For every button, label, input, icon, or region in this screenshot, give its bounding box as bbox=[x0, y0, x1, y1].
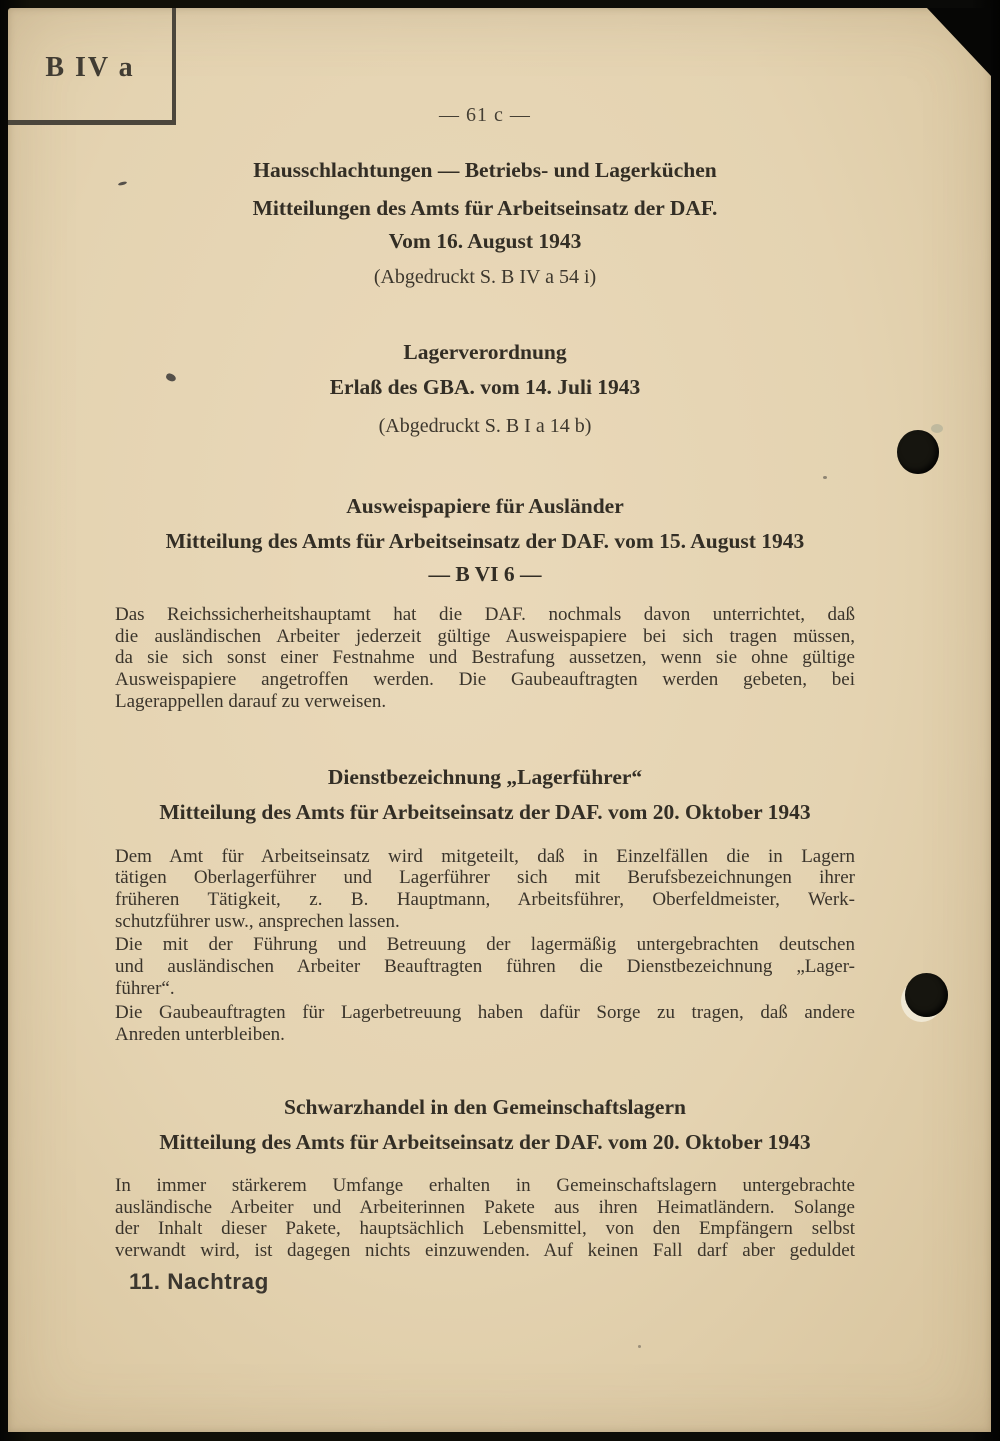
section-title: Ausweispapiere für Ausländer bbox=[346, 494, 624, 518]
document-content bbox=[115, 8, 855, 1295]
paragraph-line: ausländische Arbeiter und Arbeiterinnen Pakete aus ihren Heimatländern. Solange bbox=[115, 1196, 855, 1218]
section-reference: — B VI 6 — bbox=[428, 562, 542, 586]
supplement-footer: 11. Nachtrag bbox=[129, 1268, 269, 1294]
paragraph bbox=[115, 1002, 855, 1045]
section-source: Mitteilungen des Amts für Arbeitseinsatz der DAF. bbox=[252, 196, 718, 220]
section-date: Vom 16. August 1943 bbox=[388, 229, 582, 253]
section-source: Erlaß des GBA. vom 14. Juli 1943 bbox=[329, 375, 641, 399]
ink-speck bbox=[823, 476, 827, 479]
section-hausschlachtungen bbox=[115, 158, 855, 289]
document-page bbox=[8, 8, 991, 1432]
paragraph-line: Die Gaubeauftragten für Lagerbetreuung haben dafür Sorge zu tragen, daß andere bbox=[115, 1002, 855, 1024]
section-lagerverordnung bbox=[115, 340, 855, 438]
paragraph-line: Die mit der Führung und Betreuung der lagermäßig untergebrachten deutschen bbox=[115, 934, 855, 956]
punch-hole bbox=[905, 973, 948, 1017]
paragraph-line: die ausländischen Arbeiter jederzeit gültige Ausweispapiere bei sich tragen müssen, bbox=[115, 625, 855, 647]
punch-hole bbox=[897, 430, 939, 474]
torn-corner bbox=[927, 8, 991, 76]
page-number: — 61 c — bbox=[439, 104, 531, 126]
paragraph-line: tätigen Oberlagerführer und Lagerführer sich mit Berufsbezeichnungen ihrer bbox=[115, 867, 855, 889]
section-ausweispapiere bbox=[115, 494, 855, 713]
section-source: Mitteilung des Amts für Arbeitseinsatz der DAF. vom 20. Oktober 1943 bbox=[159, 1129, 811, 1154]
section-note: (Abgedruckt S. B IV a 54 i) bbox=[373, 266, 597, 288]
paragraph-line: schutzführer usw., ansprechen lassen. bbox=[115, 910, 400, 932]
paragraph-line: In immer stärkerem Umfange erhalten in Gemeinschaftslagern untergebrachte bbox=[115, 1174, 855, 1196]
paragraph-line: Lagerappellen darauf zu verweisen. bbox=[115, 690, 387, 712]
paragraph bbox=[115, 934, 855, 999]
paragraph-line: Ausweispapiere angetroffen werden. Die Gaubeauftragten werden gebeten, bei bbox=[115, 669, 855, 691]
section-title: Lagerverordnung bbox=[403, 340, 567, 364]
ink-speck bbox=[638, 1345, 641, 1348]
section-title: Hausschlachtungen — Betriebs- und Lagerküchen bbox=[253, 158, 717, 182]
paragraph-line: der Inhalt dieser Pakete, hauptsächlich Lebensmittel, von den Empfängern selbst bbox=[115, 1218, 855, 1240]
section-source: Mitteilung des Amts für Arbeitseinsatz der DAF. vom 15. August 1943 bbox=[165, 529, 805, 553]
section-title: Dienstbezeichnung „Lagerführer“ bbox=[327, 764, 643, 789]
paragraph-line: Dem Amt für Arbeitseinsatz wird mitgeteilt, daß in Einzelfällen die in Lagern bbox=[115, 845, 855, 867]
paragraph bbox=[115, 1175, 855, 1262]
paragraph-line: früheren Tätigkeit, z. B. Hauptmann, Arbeitsführer, Oberfeldmeister, Werk- bbox=[115, 888, 855, 910]
paragraph-line: verwandt wird, ist dagegen nichts einzuwenden. Auf keinen Fall darf aber geduldet bbox=[115, 1239, 855, 1261]
section-title: Schwarzhandel in den Gemeinschaftslagern bbox=[284, 1094, 686, 1119]
section-dienstbezeichnung bbox=[115, 765, 855, 1046]
classification-label: B IV a bbox=[45, 52, 135, 83]
paragraph-line: Das Reichssicherheitshauptamt hat die DAF. nochmals davon unterrichtet, daß bbox=[115, 604, 855, 625]
paragraph-line: Anreden unterbleiben. bbox=[115, 1024, 285, 1046]
paragraph-line: führer“. bbox=[115, 977, 175, 999]
paragraph bbox=[115, 604, 855, 713]
section-note: (Abgedruckt S. B I a 14 b) bbox=[378, 415, 592, 437]
paragraph bbox=[115, 846, 855, 933]
paragraph-line: und ausländischen Arbeiter Beauftragten führen die Dienstbezeichnung „Lager- bbox=[115, 956, 855, 978]
section-schwarzhandel bbox=[115, 1095, 855, 1262]
section-source: Mitteilung des Amts für Arbeitseinsatz der DAF. vom 20. Oktober 1943 bbox=[159, 799, 811, 824]
paragraph-line: da sie sich sonst einer Festnahme und Bestrafung aussetzen, wenn sie ohne gültige bbox=[115, 647, 855, 669]
